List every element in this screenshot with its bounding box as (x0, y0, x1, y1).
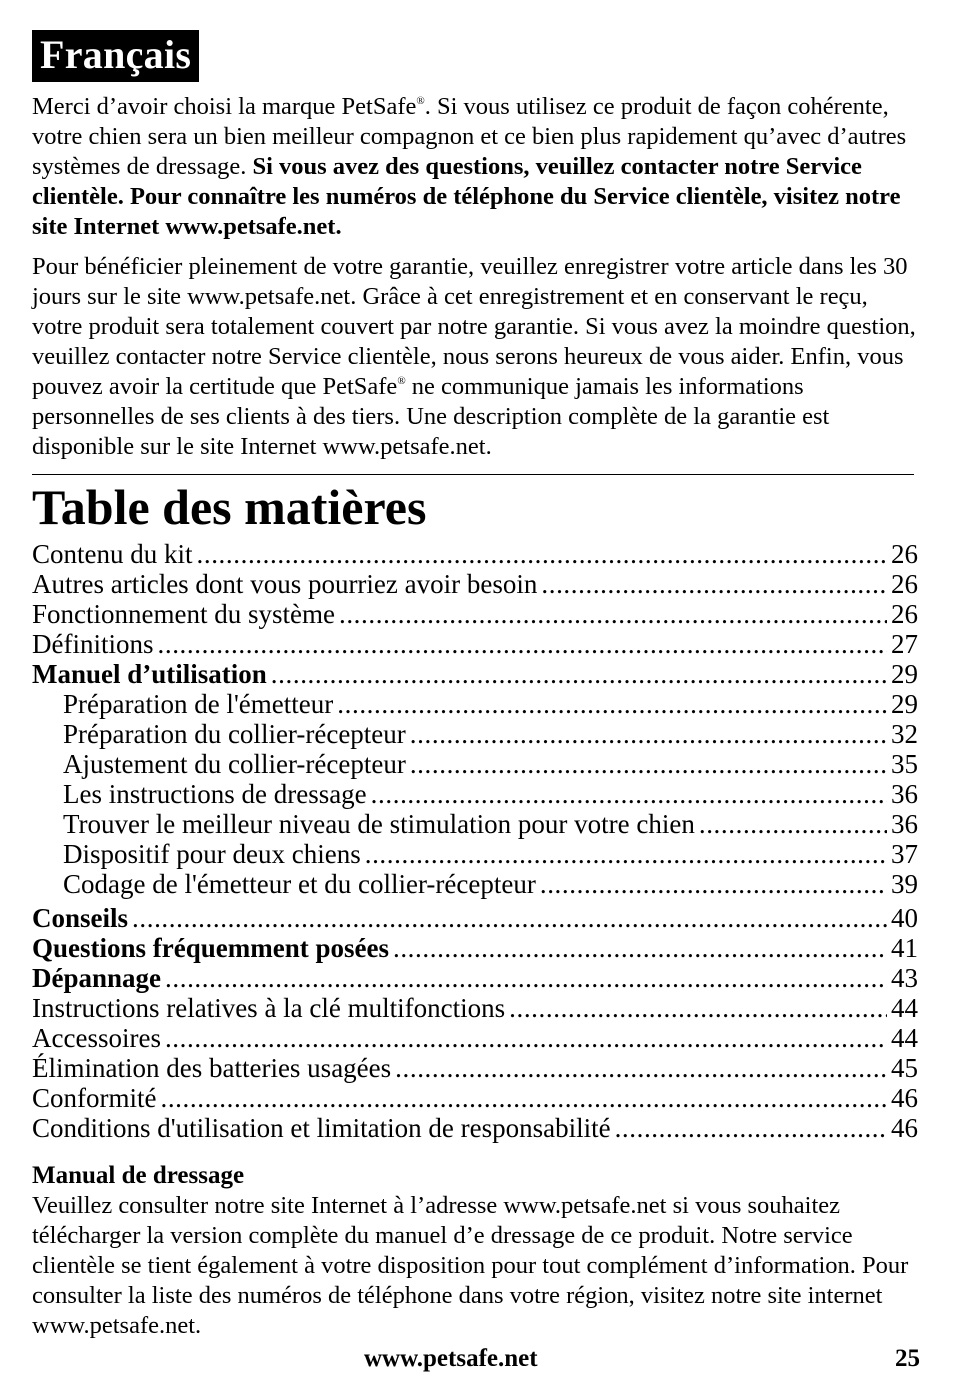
toc-entry[interactable] (32, 629, 918, 659)
toc-entry[interactable] (32, 1053, 918, 1083)
toc-entry[interactable] (32, 1083, 918, 1113)
toc-entry-page: 46 (891, 1113, 918, 1143)
toc-leader-dots (393, 933, 887, 963)
toc-entry[interactable] (32, 1023, 918, 1053)
toc-leader-dots (371, 779, 887, 809)
toc-entry[interactable] (32, 539, 918, 569)
toc-subentry[interactable] (32, 809, 918, 839)
warranty-text: Pour bénéficier pleinement de votre garantie, veuillez enregistrer votre article dans les 30 jours sur le site www.petsafe.net. Grâce à cet enregistrement et en conservant le reçu, votre produit sera totalement couvert par notre garantie. Si vous avez la moindre question, veuillez contacter notre Service clientèle, nous serons heureux de vous aider. Enfin, vous pouvez avoir la certitude que PetSafe (32, 253, 916, 400)
toc-entry-label: Dispositif pour deux chiens (63, 839, 361, 869)
toc-entry-page: 45 (891, 1053, 918, 1083)
toc-entry-page: 43 (891, 963, 918, 993)
toc-entry-label: Définitions (32, 629, 154, 659)
toc-section-entry[interactable] (32, 903, 918, 933)
toc-leader-dots (509, 993, 887, 1023)
toc-subentry[interactable] (32, 779, 918, 809)
toc-section-entry[interactable] (32, 659, 918, 689)
page-footer (0, 1344, 954, 1374)
toc-entry-label: Trouver le meilleur niveau de stimulation pour votre chien (63, 809, 695, 839)
toc-subentry[interactable] (32, 869, 918, 899)
toc-entry-label: Préparation du collier-récepteur (63, 719, 406, 749)
toc-entry-label: Autres articles dont vous pourriez avoir besoin (32, 569, 538, 599)
toc-entry-page: 35 (891, 749, 918, 779)
toc-leader-dots (165, 1023, 887, 1053)
intro-paragraph-1 (32, 92, 918, 242)
toc-entry-label: Dépannage (32, 963, 162, 993)
toc-entry-page: 29 (891, 659, 918, 689)
toc-section-entry[interactable] (32, 963, 918, 993)
toc-leader-dots (395, 1053, 887, 1083)
toc-leader-dots (410, 719, 887, 749)
toc-subentry[interactable] (32, 749, 918, 779)
page-number: 25 (895, 1345, 920, 1372)
training-manual-section (32, 1161, 918, 1341)
toc-entry[interactable] (32, 993, 918, 1023)
intro-text: . Si vous utilisez ce produit de façon cohérente, votre chien sera un bien meilleur compagnon et ce bien plus rapidement qu’avec d’autres systèmes de dressage. (32, 93, 907, 180)
toc-entry-label: Contenu du kit (32, 539, 193, 569)
toc-entry-page: 41 (891, 933, 918, 963)
toc-subentry[interactable] (32, 689, 918, 719)
toc-subentry[interactable] (32, 839, 918, 869)
toc-leader-dots (158, 629, 888, 659)
customer-service-notice: Si vous avez des questions, veuillez contacter notre Service clientèle. Pour connaître les numéros de téléphone du Service clientèle, visitez notre site Internet www.petsafe.net. (32, 153, 901, 240)
toc-leader-dots (540, 869, 887, 899)
toc-entry-page: 26 (891, 569, 918, 599)
toc-entry-label: Instructions relatives à la clé multifonctions (32, 993, 506, 1023)
toc-entry[interactable] (32, 1113, 918, 1143)
warranty-text: ne communique jamais les informations personnelles de ses clients à des tiers. Une description complète de la garantie est disponible sur le site Internet www.petsafe.net. (32, 373, 830, 460)
footer-website-link[interactable]: www.petsafe.net (364, 1345, 538, 1372)
toc-entry-label: Codage de l'émetteur et du collier-récepteur (63, 869, 536, 899)
toc-entry-page: 40 (891, 903, 918, 933)
toc-section-entry[interactable] (32, 933, 918, 963)
toc-entry-label: Conformité (32, 1083, 157, 1113)
training-manual-text: Veuillez consulter notre site Internet à l’adresse www.petsafe.net si vous souhaitez télécharger la version complète du manuel d’e dressage de ce produit. Notre service clientèle se tient également à votre disposition pour tout complément d’information. Pour consulter la liste des numéros de téléphone dans votre région, visitez notre site internet www.petsafe.net. (32, 1192, 909, 1339)
registered-mark: ® (416, 95, 425, 107)
toc-entry[interactable] (32, 569, 918, 599)
toc-entry-label: Fonctionnement du système (32, 599, 335, 629)
document-page (32, 30, 918, 1341)
toc-leader-dots (365, 839, 887, 869)
language-tab: Français (32, 30, 199, 82)
section-divider (32, 474, 914, 475)
toc-entry-page: 37 (891, 839, 918, 869)
toc-entry-label: Conditions d'utilisation et limitation de responsabilité (32, 1113, 611, 1143)
toc-leader-dots (410, 749, 887, 779)
toc-entry-label: Préparation de l'émetteur (63, 689, 334, 719)
toc-entry-label: Questions fréquemment posées (32, 933, 389, 963)
toc-leader-dots (271, 659, 887, 689)
toc-entry-label: Manuel d’utilisation (32, 659, 267, 689)
training-manual-heading: Manual de dressage (32, 1162, 245, 1189)
toc-title: Table des matières (32, 479, 427, 535)
toc-entry-page: 29 (891, 689, 918, 719)
toc-entry-page: 27 (891, 629, 918, 659)
toc-leader-dots (132, 903, 887, 933)
toc-entry-page: 46 (891, 1083, 918, 1113)
toc-entry-page: 32 (891, 719, 918, 749)
intro-section (32, 92, 918, 462)
toc-entry-page: 44 (891, 1023, 918, 1053)
toc-entry-label: Ajustement du collier-récepteur (63, 749, 406, 779)
toc-leader-dots (699, 809, 887, 839)
toc-entry-label: Accessoires (32, 1023, 161, 1053)
toc-entry-label: Élimination des batteries usagées (32, 1053, 392, 1083)
toc-subentry[interactable] (32, 719, 918, 749)
toc-leader-dots (165, 963, 887, 993)
toc-leader-dots (160, 1083, 887, 1113)
toc-entry-label: Conseils (32, 903, 129, 933)
intro-text: Merci d’avoir choisi la marque PetSafe (32, 93, 417, 120)
toc-leader-dots (337, 689, 887, 719)
toc-entry-page: 36 (891, 809, 918, 839)
toc-leader-dots (339, 599, 887, 629)
toc-entry[interactable] (32, 599, 918, 629)
toc-entry-page: 39 (891, 869, 918, 899)
toc-entry-page: 44 (891, 993, 918, 1023)
toc-leader-dots (197, 539, 888, 569)
toc-leader-dots (615, 1113, 887, 1143)
toc-entry-label: Les instructions de dressage (63, 779, 367, 809)
toc-entry-page: 26 (891, 539, 918, 569)
intro-paragraph-2 (32, 252, 918, 462)
table-of-contents (32, 539, 918, 1143)
registered-mark: ® (397, 375, 406, 387)
toc-leader-dots (541, 569, 887, 599)
toc-entry-page: 36 (891, 779, 918, 809)
toc-entry-page: 26 (891, 599, 918, 629)
